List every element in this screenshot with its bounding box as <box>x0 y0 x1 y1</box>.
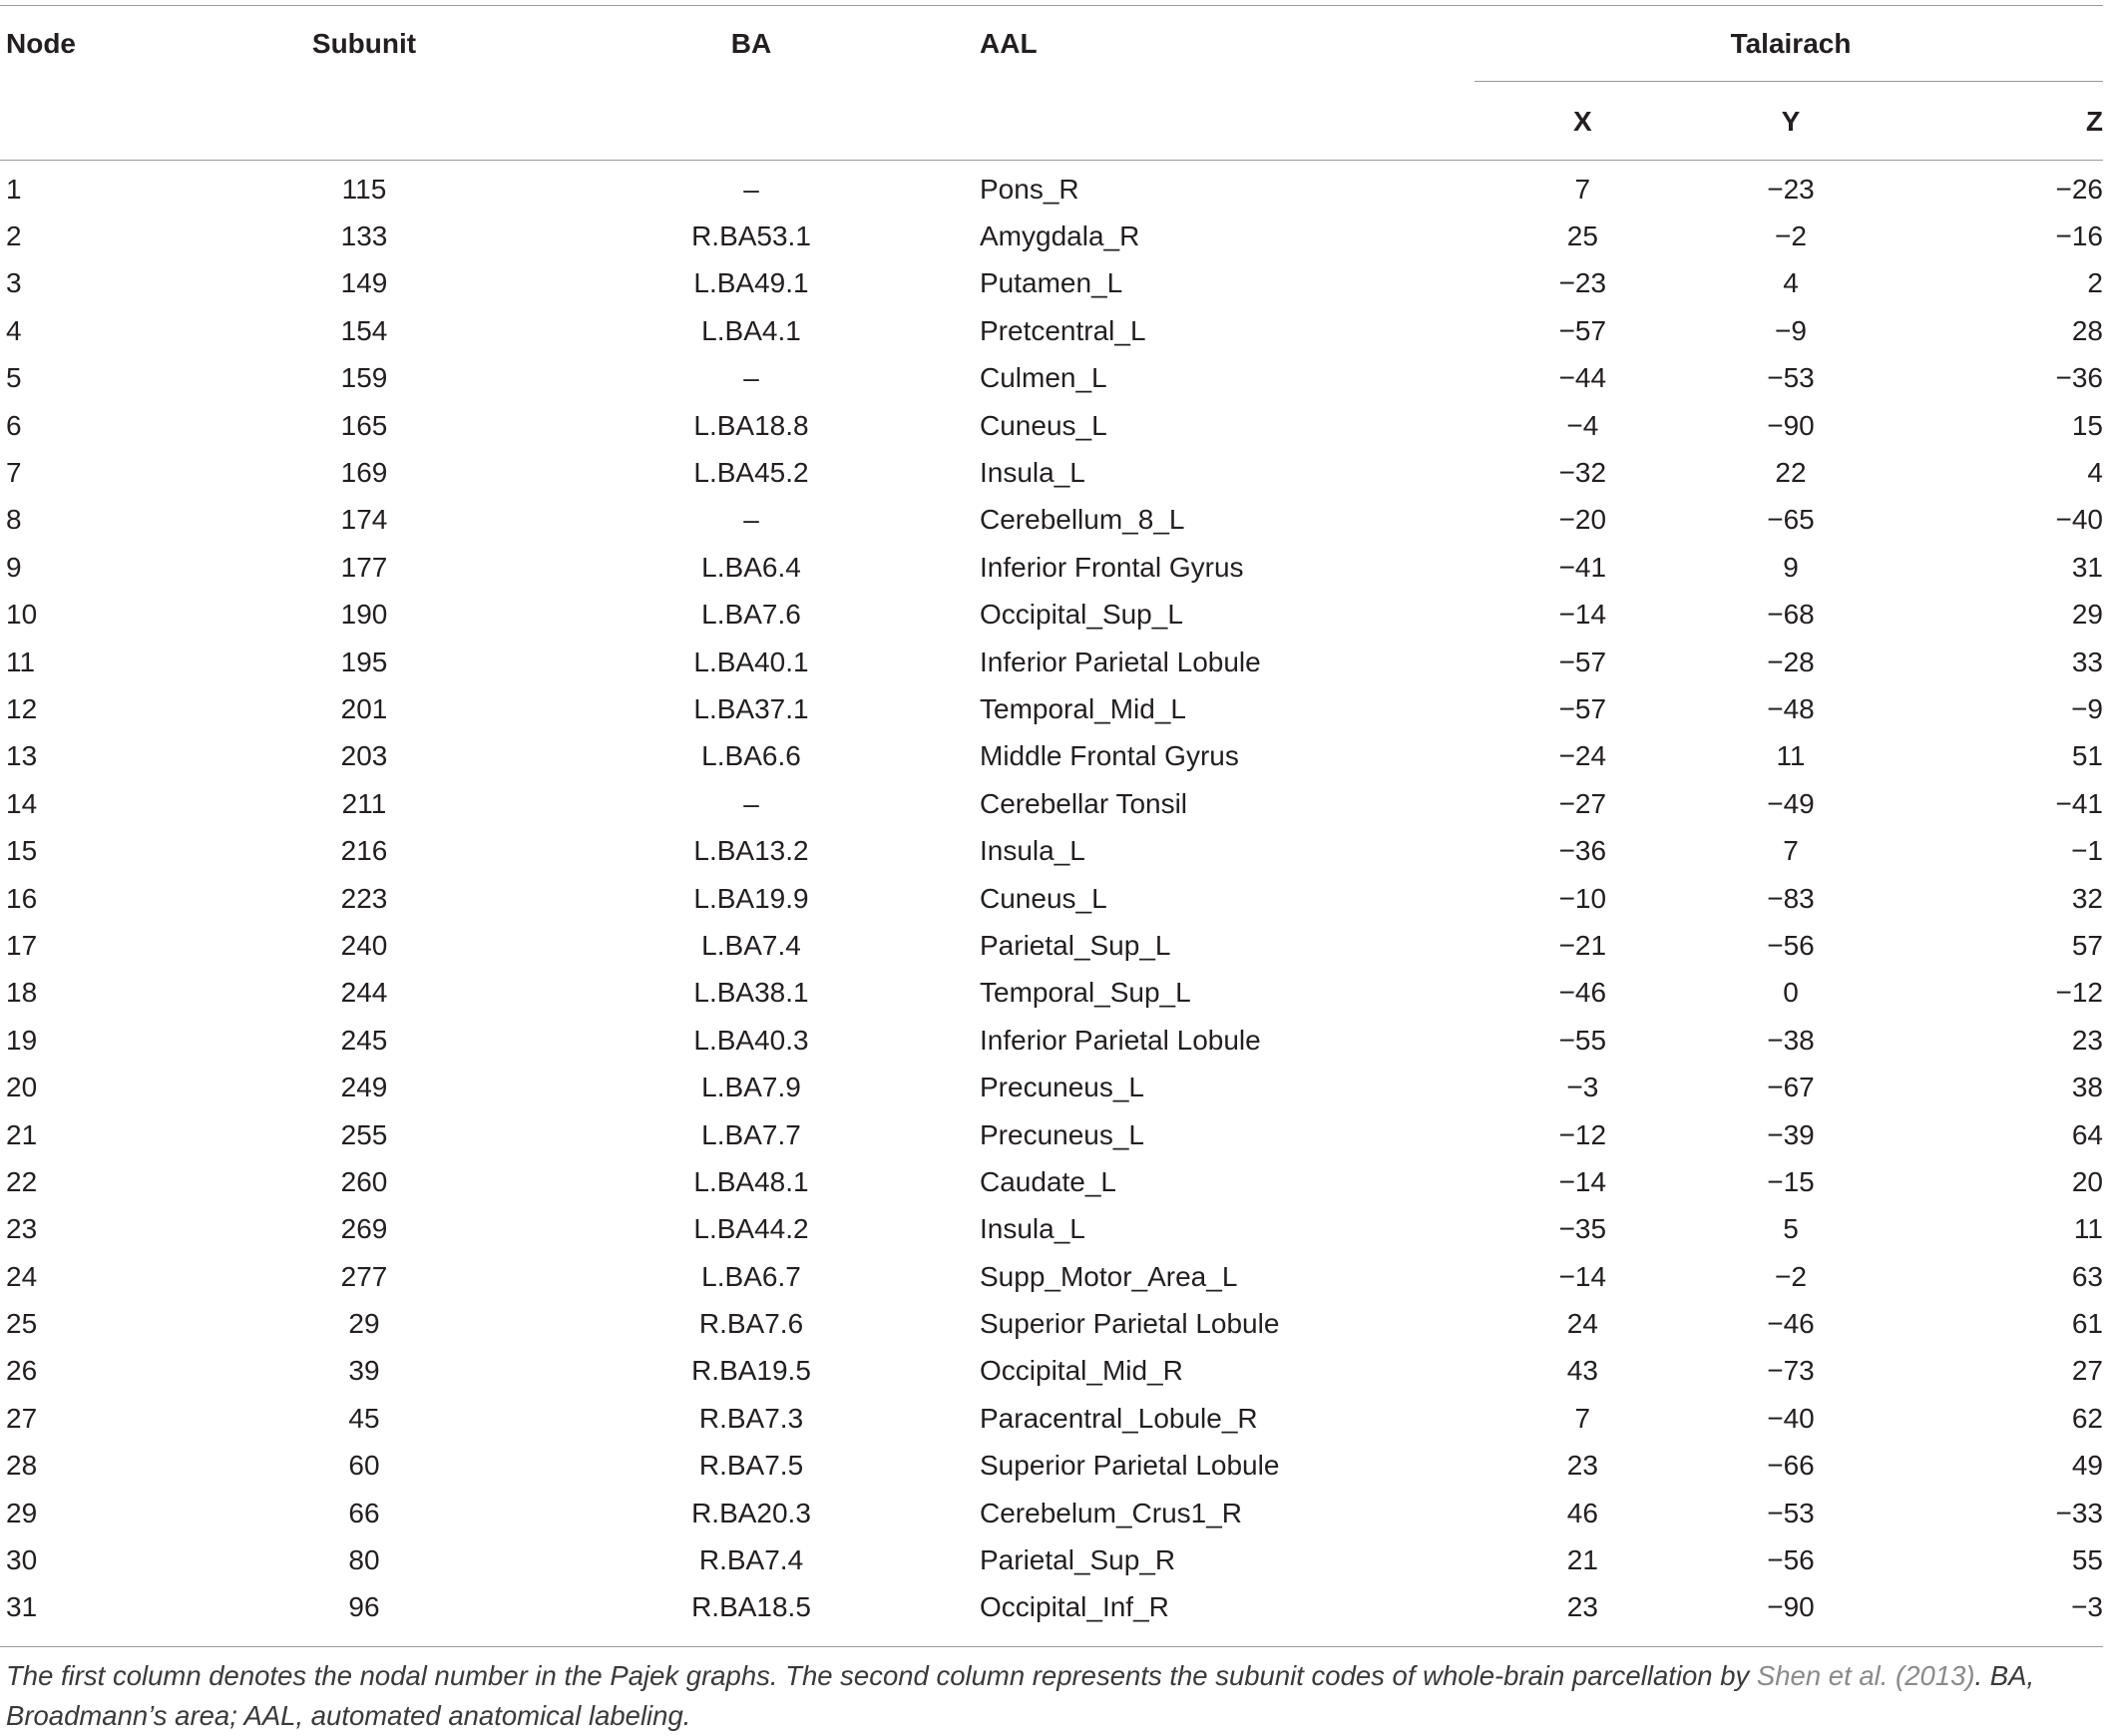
cell-ba: L.BA44.2 <box>693 1213 809 1245</box>
table-row <box>0 307 2103 354</box>
table-row <box>0 497 2103 544</box>
cell-aal: Temporal_Sup_L <box>980 977 1191 1009</box>
cell-subunit: 244 <box>340 977 388 1009</box>
cell-z: 20 <box>2071 1165 2103 1197</box>
cell-y: −65 <box>1767 504 1815 536</box>
table-row <box>0 780 2103 827</box>
cell-ba: R.BA18.5 <box>691 1591 811 1623</box>
cell-y: −53 <box>1767 1497 1815 1528</box>
cell-subunit: 240 <box>340 929 388 961</box>
cell-y: −66 <box>1767 1450 1815 1482</box>
cell-subunit: 60 <box>348 1450 380 1482</box>
cell-aal: Middle Frontal Gyrus <box>980 740 1239 772</box>
cell-node: 22 <box>6 1165 38 1197</box>
bottom-rule <box>0 1646 2103 1647</box>
cell-z: 23 <box>2071 1024 2103 1056</box>
cell-z: 2 <box>2087 267 2103 299</box>
cell-node: 17 <box>6 929 38 961</box>
cell-y: −15 <box>1767 1165 1815 1197</box>
cell-x: −14 <box>1558 1260 1607 1292</box>
cell-node: 15 <box>6 835 38 867</box>
cell-x: −32 <box>1558 457 1607 489</box>
cell-y: −90 <box>1767 1591 1815 1623</box>
table-row <box>0 1111 2103 1158</box>
table-row <box>0 1017 2103 1064</box>
cell-aal: Inferior Frontal Gyrus <box>980 551 1244 583</box>
cell-node: 30 <box>6 1544 38 1576</box>
header-y: Y <box>1781 106 1801 137</box>
cell-ba: L.BA38.1 <box>693 977 809 1009</box>
cell-z: −9 <box>2071 692 2103 724</box>
cell-aal: Insula_L <box>980 457 1085 489</box>
cell-node: 7 <box>6 457 22 489</box>
cell-subunit: 80 <box>348 1544 380 1576</box>
cell-z: 29 <box>2071 599 2103 631</box>
cell-z: 33 <box>2071 646 2103 677</box>
cell-subunit: 203 <box>340 740 388 772</box>
cell-x: −20 <box>1558 504 1607 536</box>
caption-text-end: . BA, Broadmann’s area; AAL, automated anatomical labeling. <box>6 1660 2035 1731</box>
cell-node: 12 <box>6 692 38 724</box>
table-row <box>0 162 2103 213</box>
table-row <box>0 970 2103 1017</box>
cell-node: 3 <box>6 267 22 299</box>
table-row <box>0 1584 2103 1631</box>
cell-ba: R.BA19.5 <box>691 1355 811 1387</box>
cell-ba: L.BA19.9 <box>693 882 809 914</box>
cell-node: 26 <box>6 1355 38 1387</box>
table-row <box>0 827 2103 874</box>
cell-node: 1 <box>6 173 22 205</box>
table-row <box>0 875 2103 922</box>
cell-node: 2 <box>6 220 22 252</box>
cell-ba: – <box>743 362 759 394</box>
cell-x: −23 <box>1558 267 1607 299</box>
header-subunit: Subunit <box>311 28 417 59</box>
cell-ba: R.BA20.3 <box>691 1497 811 1528</box>
cell-aal: Amygdala_R <box>980 220 1140 252</box>
cell-node: 13 <box>6 740 38 772</box>
cell-subunit: 96 <box>348 1591 380 1623</box>
cell-subunit: 154 <box>340 314 388 346</box>
cell-z: 15 <box>2071 409 2103 441</box>
cell-x: −57 <box>1558 646 1607 677</box>
cell-z: 64 <box>2071 1118 2103 1150</box>
table-row <box>0 213 2103 259</box>
cell-subunit: 260 <box>340 1165 388 1197</box>
caption-text: The first column denotes the nodal number in the Pajek graphs. The second column represents the subunit codes of whole-brain parcellation by <box>6 1660 1757 1691</box>
cell-node: 29 <box>6 1497 38 1528</box>
cell-z: 11 <box>2073 1213 2103 1245</box>
cell-node: 27 <box>6 1402 38 1434</box>
cell-ba: R.BA7.6 <box>698 1308 804 1340</box>
cell-aal: Pretcentral_L <box>980 314 1146 346</box>
table-caption <box>6 1656 2096 1736</box>
cell-subunit: 29 <box>348 1308 380 1340</box>
table-row <box>0 1395 2103 1442</box>
cell-aal: Parietal_Sup_L <box>980 929 1171 961</box>
cell-ba: – <box>743 787 759 819</box>
cell-z: −40 <box>2055 504 2103 536</box>
cell-ba: – <box>743 173 759 205</box>
cell-y: −83 <box>1767 882 1815 914</box>
table-row <box>0 449 2103 496</box>
cell-subunit: 45 <box>348 1402 380 1434</box>
cell-x: 24 <box>1566 1308 1598 1340</box>
cell-ba: R.BA7.5 <box>698 1450 804 1482</box>
cell-aal: Occipital_Inf_R <box>980 1591 1169 1623</box>
table-row <box>0 544 2103 591</box>
cell-z: 32 <box>2071 882 2103 914</box>
cell-ba: L.BA7.7 <box>701 1118 801 1150</box>
cell-node: 18 <box>6 977 38 1009</box>
cell-y: −53 <box>1767 362 1815 394</box>
table-row <box>0 1064 2103 1110</box>
cell-y: 9 <box>1783 551 1799 583</box>
cell-node: 23 <box>6 1213 38 1245</box>
cell-subunit: 39 <box>348 1355 380 1387</box>
cell-z: 49 <box>2071 1450 2103 1482</box>
cell-subunit: 174 <box>340 504 388 536</box>
cell-y: −39 <box>1767 1118 1815 1150</box>
cell-subunit: 277 <box>340 1260 388 1292</box>
cell-ba: L.BA48.1 <box>693 1165 809 1197</box>
cell-y: −38 <box>1767 1024 1815 1056</box>
cell-x: −21 <box>1558 929 1607 961</box>
cell-subunit: 195 <box>340 646 388 677</box>
cell-aal: Cerebellar Tonsil <box>980 787 1188 819</box>
cell-x: −12 <box>1558 1118 1607 1150</box>
cell-subunit: 245 <box>340 1024 388 1056</box>
cell-z: 63 <box>2071 1260 2103 1292</box>
cell-x: 23 <box>1566 1450 1598 1482</box>
cell-node: 24 <box>6 1260 38 1292</box>
cell-node: 8 <box>6 504 22 536</box>
cell-y: 0 <box>1783 977 1799 1009</box>
cell-y: −9 <box>1775 314 1807 346</box>
cell-x: −57 <box>1558 692 1607 724</box>
table-row <box>0 355 2103 402</box>
cell-node: 11 <box>6 646 36 677</box>
table-row <box>0 922 2103 969</box>
cell-node: 28 <box>6 1450 38 1482</box>
cell-z: −26 <box>2055 173 2103 205</box>
cell-ba: L.BA6.6 <box>701 740 801 772</box>
cell-z: −1 <box>2071 835 2103 867</box>
cell-subunit: 201 <box>340 692 388 724</box>
cell-ba: L.BA7.9 <box>701 1072 801 1103</box>
cell-x: 25 <box>1566 220 1598 252</box>
cell-aal: Cuneus_L <box>980 409 1107 441</box>
cell-x: −35 <box>1558 1213 1607 1245</box>
cell-ba: L.BA37.1 <box>693 692 809 724</box>
cell-x: 46 <box>1566 1497 1598 1528</box>
cell-aal: Putamen_L <box>980 267 1123 299</box>
cell-x: −3 <box>1566 1072 1599 1103</box>
cell-ba: R.BA7.4 <box>698 1544 804 1576</box>
table-row <box>0 1490 2103 1536</box>
cell-y: −23 <box>1767 173 1815 205</box>
cell-x: −14 <box>1558 599 1607 631</box>
cell-y: −40 <box>1767 1402 1815 1434</box>
cell-subunit: 190 <box>340 599 388 631</box>
cell-node: 6 <box>6 409 22 441</box>
cell-y: −56 <box>1767 929 1815 961</box>
cell-z: −12 <box>2055 977 2103 1009</box>
table-row <box>0 1348 2103 1395</box>
cell-aal: Precuneus_L <box>980 1118 1145 1150</box>
table-row <box>0 1253 2103 1300</box>
cell-node: 25 <box>6 1308 38 1340</box>
cell-ba: L.BA7.4 <box>701 929 801 961</box>
cell-node: 9 <box>6 551 22 583</box>
cell-x: −41 <box>1558 551 1607 583</box>
header-x: X <box>1572 106 1592 137</box>
cell-ba: L.BA18.8 <box>693 409 809 441</box>
header-z: Z <box>2085 106 2103 137</box>
cell-subunit: 149 <box>340 267 388 299</box>
cell-subunit: 249 <box>340 1072 388 1103</box>
cell-subunit: 269 <box>340 1213 388 1245</box>
cell-aal: Inferior Parietal Lobule <box>980 1024 1261 1056</box>
cell-z: 31 <box>2071 551 2103 583</box>
header-aal: AAL <box>980 28 1038 59</box>
cell-ba: L.BA4.1 <box>701 314 801 346</box>
cell-node: 19 <box>6 1024 38 1056</box>
cell-subunit: 211 <box>341 787 387 819</box>
cell-ba: L.BA7.6 <box>701 599 801 631</box>
cell-z: 55 <box>2071 1544 2103 1576</box>
cell-z: 57 <box>2071 929 2103 961</box>
cell-node: 16 <box>6 882 38 914</box>
cell-aal: Inferior Parietal Lobule <box>980 646 1261 677</box>
cell-y: −73 <box>1767 1355 1815 1387</box>
cell-ba: L.BA49.1 <box>693 267 809 299</box>
table-row <box>0 1206 2103 1253</box>
cell-z: 61 <box>2071 1308 2103 1340</box>
cell-node: 5 <box>6 362 22 394</box>
cell-aal: Occipital_Sup_L <box>980 599 1183 631</box>
cell-aal: Paracentral_Lobule_R <box>980 1402 1258 1434</box>
cell-z: 28 <box>2071 314 2103 346</box>
cell-aal: Occipital_Mid_R <box>980 1355 1183 1387</box>
cell-y: −67 <box>1767 1072 1815 1103</box>
cell-aal: Insula_L <box>980 835 1085 867</box>
cell-x: −27 <box>1558 787 1607 819</box>
cell-subunit: 165 <box>340 409 388 441</box>
cell-aal: Superior Parietal Lobule <box>980 1450 1280 1482</box>
table-row <box>0 1300 2103 1347</box>
cell-subunit: 115 <box>341 173 387 205</box>
cell-y: −46 <box>1767 1308 1815 1340</box>
cell-ba: R.BA7.3 <box>698 1402 804 1434</box>
cell-x: −46 <box>1558 977 1607 1009</box>
cell-x: −44 <box>1558 362 1607 394</box>
header-node: Node <box>6 28 76 59</box>
cell-y: −2 <box>1775 1260 1807 1292</box>
cell-aal: Pons_R <box>980 173 1079 205</box>
cell-y: −90 <box>1767 409 1815 441</box>
talairach-table <box>0 6 2103 1631</box>
header-talairach: Talairach <box>1730 28 1852 59</box>
cell-x: −36 <box>1558 835 1607 867</box>
cell-y: 11 <box>1776 740 1806 772</box>
cell-node: 10 <box>6 599 38 631</box>
cell-x: −55 <box>1558 1024 1607 1056</box>
cell-x: 23 <box>1566 1591 1598 1623</box>
caption-reference-link[interactable]: Shen et al. (2013) <box>1756 1660 1975 1691</box>
table-body <box>0 162 2103 1631</box>
cell-node: 4 <box>6 314 22 346</box>
header-subrow <box>0 82 2103 162</box>
cell-ba: L.BA40.3 <box>693 1024 809 1056</box>
cell-node: 31 <box>6 1591 38 1623</box>
cell-subunit: 66 <box>348 1497 380 1528</box>
cell-aal: Supp_Motor_Area_L <box>980 1260 1238 1292</box>
cell-ba: – <box>743 504 759 536</box>
cell-y: 4 <box>1783 267 1799 299</box>
table-row <box>0 592 2103 639</box>
cell-x: −57 <box>1558 314 1607 346</box>
cell-x: −4 <box>1566 409 1599 441</box>
cell-z: −41 <box>2055 787 2103 819</box>
cell-z: 27 <box>2071 1355 2103 1387</box>
cell-aal: Precuneus_L <box>980 1072 1145 1103</box>
cell-y: 22 <box>1775 457 1807 489</box>
cell-subunit: 169 <box>340 457 388 489</box>
cell-aal: Superior Parietal Lobule <box>980 1308 1280 1340</box>
cell-z: −3 <box>2071 1591 2103 1623</box>
cell-ba: L.BA45.2 <box>693 457 809 489</box>
table-row <box>0 639 2103 685</box>
cell-ba: L.BA6.4 <box>701 551 801 583</box>
table-row <box>0 685 2103 732</box>
cell-aal: Caudate_L <box>980 1165 1117 1197</box>
cell-y: −56 <box>1767 1544 1815 1576</box>
cell-node: 21 <box>6 1118 38 1150</box>
cell-x: −10 <box>1558 882 1607 914</box>
cell-ba: L.BA40.1 <box>693 646 809 677</box>
cell-subunit: 223 <box>340 882 388 914</box>
cell-y: 5 <box>1783 1213 1799 1245</box>
cell-z: −16 <box>2055 220 2103 252</box>
table-row <box>0 1443 2103 1490</box>
cell-x: −24 <box>1558 740 1607 772</box>
cell-z: −36 <box>2055 362 2103 394</box>
table-row <box>0 1536 2103 1583</box>
cell-ba: L.BA6.7 <box>701 1260 801 1292</box>
cell-ba: L.BA13.2 <box>693 835 809 867</box>
table-row <box>0 260 2103 307</box>
cell-subunit: 159 <box>340 362 388 394</box>
cell-y: −68 <box>1767 599 1815 631</box>
cell-z: 38 <box>2071 1072 2103 1103</box>
cell-node: 20 <box>6 1072 38 1103</box>
cell-aal: Culmen_L <box>980 362 1107 394</box>
cell-subunit: 177 <box>340 551 388 583</box>
cell-z: 51 <box>2071 740 2103 772</box>
table-row <box>0 1158 2103 1205</box>
cell-aal: Cerebelum_Crus1_R <box>980 1497 1243 1528</box>
cell-x: 21 <box>1566 1544 1598 1576</box>
cell-z: 62 <box>2071 1402 2103 1434</box>
cell-aal: Parietal_Sup_R <box>980 1544 1176 1576</box>
cell-aal: Temporal_Mid_L <box>980 692 1186 724</box>
cell-x: −14 <box>1558 1165 1607 1197</box>
cell-y: −49 <box>1767 787 1815 819</box>
cell-y: −2 <box>1775 220 1807 252</box>
cell-aal: Insula_L <box>980 1213 1085 1245</box>
cell-ba: R.BA53.1 <box>691 220 811 252</box>
cell-subunit: 133 <box>340 220 388 252</box>
cell-node: 14 <box>6 787 38 819</box>
cell-y: −48 <box>1767 692 1815 724</box>
cell-x: 7 <box>1574 1402 1591 1434</box>
cell-x: 7 <box>1574 173 1591 205</box>
table-row <box>0 733 2103 780</box>
cell-aal: Cuneus_L <box>980 882 1107 914</box>
cell-y: 7 <box>1783 835 1799 867</box>
cell-x: 43 <box>1566 1355 1598 1387</box>
cell-y: −28 <box>1767 646 1815 677</box>
table-row <box>0 402 2103 449</box>
cell-z: −33 <box>2055 1497 2103 1528</box>
header-row <box>0 6 2103 82</box>
cell-z: 4 <box>2087 457 2103 489</box>
cell-subunit: 255 <box>340 1118 388 1150</box>
header-ba: BA <box>730 28 772 59</box>
cell-subunit: 216 <box>340 835 388 867</box>
cell-aal: Cerebellum_8_L <box>980 504 1185 536</box>
